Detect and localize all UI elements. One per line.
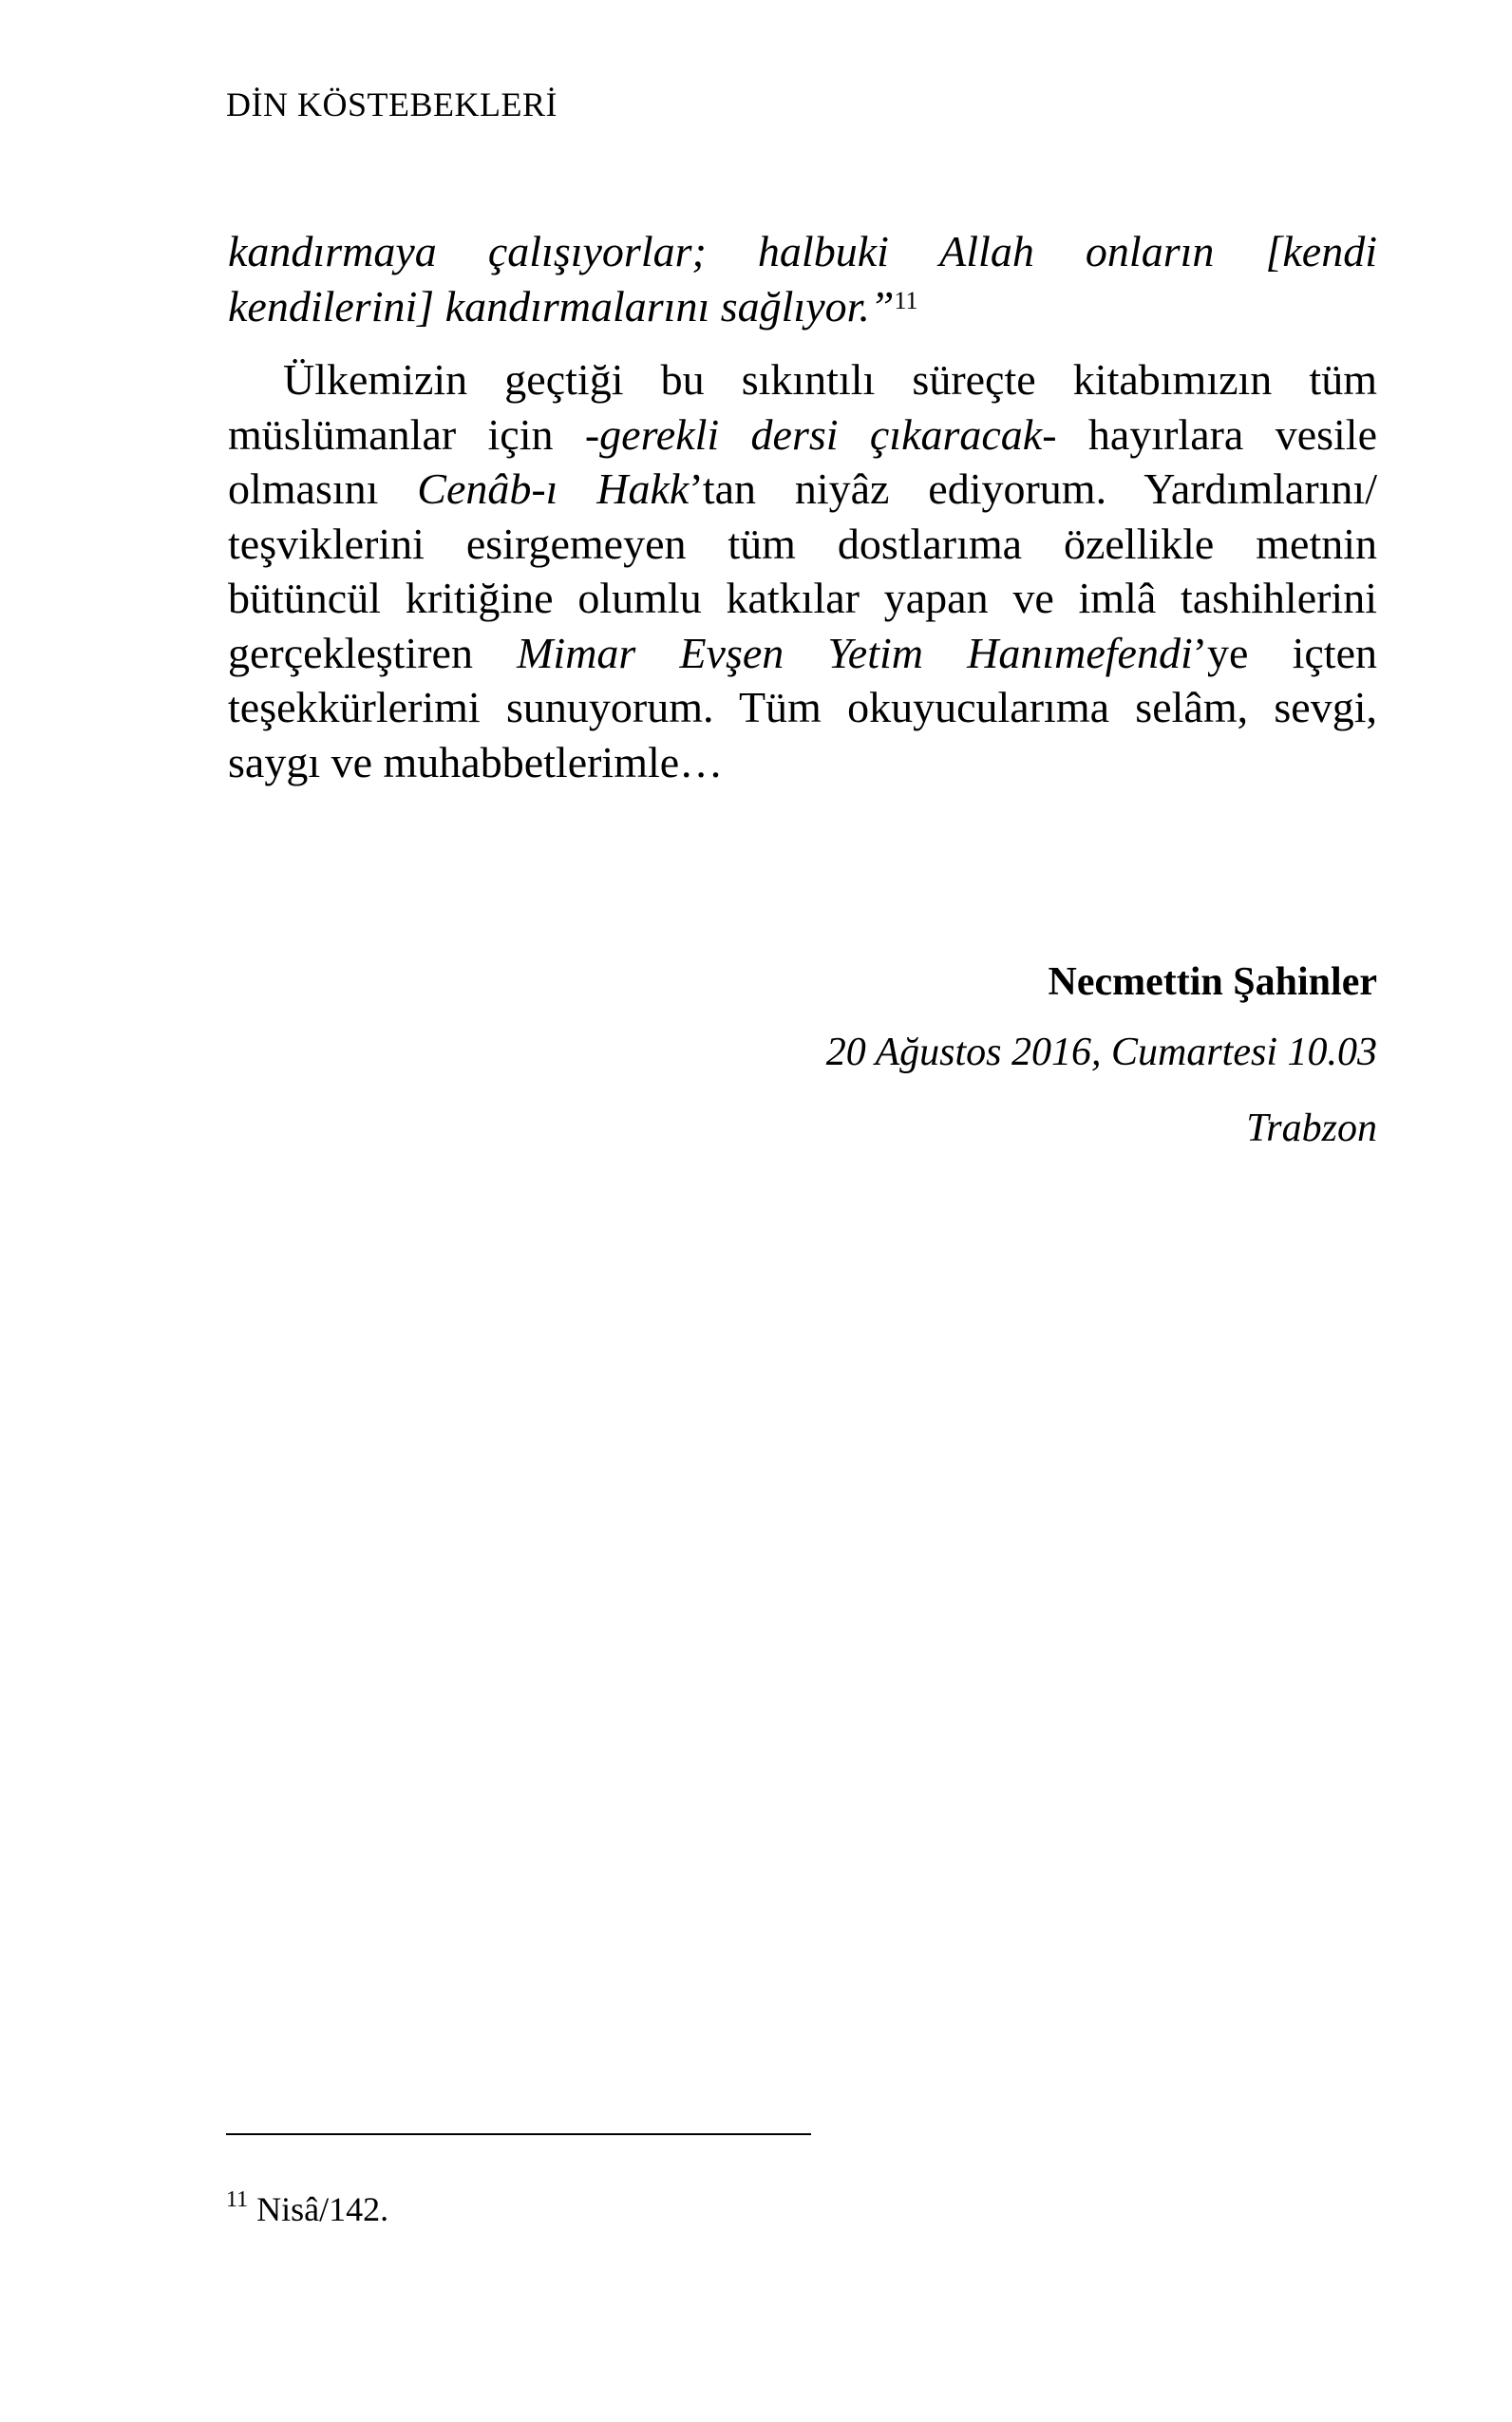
quote-text [228, 224, 1377, 333]
page-body [228, 224, 1377, 789]
footnote-divider [226, 2133, 811, 2135]
signature-name: Necmettin Şahinler [1048, 960, 1377, 1004]
para-text: ’ye içten teşekkürlerimi sunuyorum. Tüm okuyucularıma selâm, sevgi, saygı ve muhabbetlerimle… [228, 628, 1377, 786]
para-italic: gerekli dersi çıkaracak [599, 409, 1043, 459]
para-italic: Cenâb-ı Hakk [417, 464, 690, 513]
signature-date: 20 Ağustos 2016, Cumartesi 10.03 [825, 1031, 1377, 1074]
footnote [226, 2189, 388, 2229]
footnote-number: 11 [226, 2187, 249, 2212]
para-text: Ülkemizin geçtiği bu sıkıntılı süreçte kitabımızın tüm müslümanlar için - [228, 355, 1377, 459]
signature-city: Trabzon [1246, 1107, 1377, 1150]
para-text: ’tan niyâz ediyorum. Yardımlarını/ teşviklerini esirgemeyen tüm dostlarıma özellikle metnin bütüncül kritiğine olumlu katkılar yapan ve imlâ tashihlerini gerçekleştiren [228, 464, 1377, 677]
para-text: - hayırlara vesile olmasını [228, 409, 1377, 513]
footnote-ref[interactable]: 11 [894, 286, 918, 314]
running-head: DİN KÖSTEBEKLERİ [226, 85, 558, 123]
quote-content: kandırmaya çalışıyorlar; halbuki Allah onların [kendi kendilerini] kandırmalarını sağlıyor.” [228, 227, 1377, 331]
footnote-text: Nisâ/142. [256, 2190, 389, 2228]
acknowledgement-paragraph [228, 352, 1377, 789]
para-italic: Mimar Evşen Yetim Hanımefendi [517, 628, 1193, 677]
